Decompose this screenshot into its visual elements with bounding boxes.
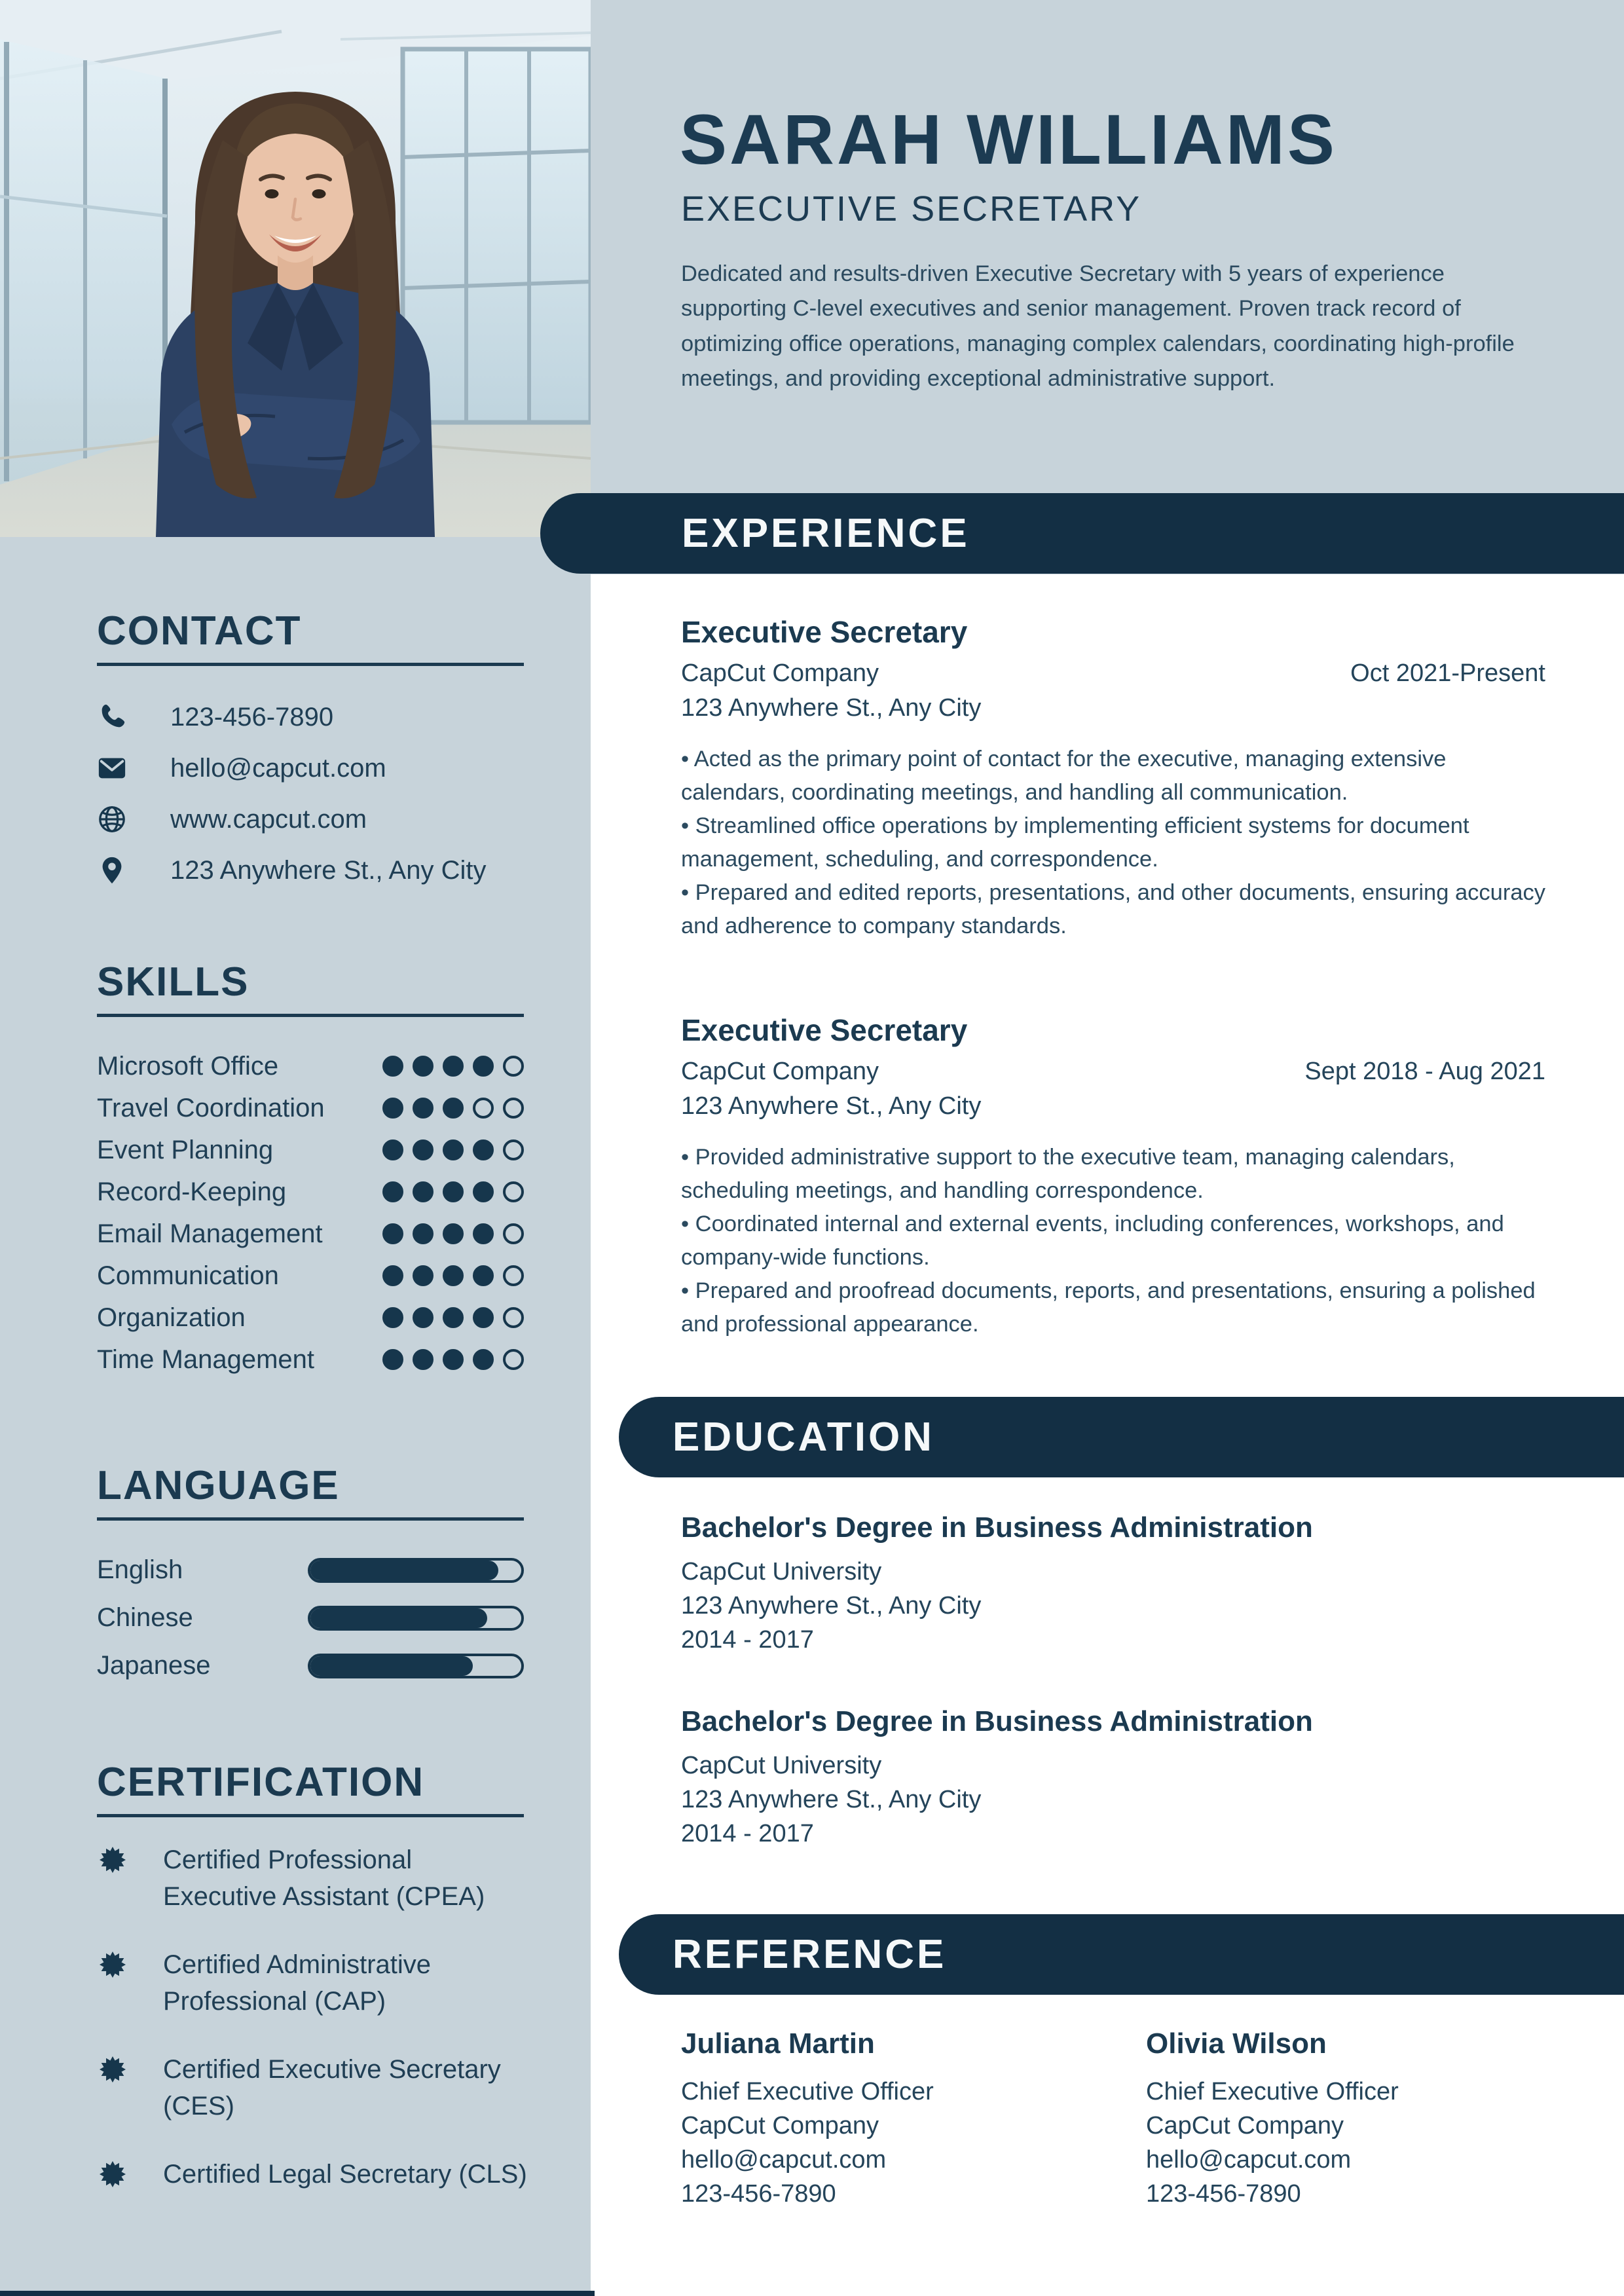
skill-level-dots: [382, 1139, 524, 1160]
job-bullet-list: [681, 1141, 1552, 1341]
skill-level-dots: [382, 1181, 524, 1202]
education-item: [681, 1705, 1552, 1851]
reference-phone: 123-456-7890: [1146, 2180, 1301, 2208]
contact-item: [97, 743, 529, 794]
reference-company: CapCut Company: [1146, 2112, 1344, 2139]
skills-divider: [97, 1014, 524, 1017]
language-label: Japanese: [97, 1651, 211, 1680]
reference-banner: [619, 1914, 1624, 1995]
reference-person: [1146, 2028, 1572, 2211]
person-name: SARAH WILLIAMS: [680, 100, 1337, 179]
language-heading: LANGUAGE: [97, 1463, 340, 1508]
language-label: Chinese: [97, 1603, 193, 1632]
degree-title: Bachelor's Degree in Business Administration: [681, 1511, 1313, 1544]
skill-label: Event Planning: [97, 1135, 274, 1164]
certification-label: Certified Executive Secretary (CES): [163, 2055, 501, 2120]
skill-row: [97, 1087, 524, 1129]
certification-item: [97, 2051, 529, 2124]
job-title: Executive Secretary: [681, 615, 968, 649]
job-title: Executive Secretary: [681, 1013, 968, 1047]
language-list: [97, 1546, 524, 1690]
reference-name: Olivia Wilson: [1146, 2028, 1327, 2060]
job-bullet-list: [681, 743, 1552, 943]
language-label: English: [97, 1555, 183, 1584]
seal-icon: [100, 1847, 126, 1873]
skill-row: [97, 1045, 524, 1087]
contact-address: 123 Anywhere St., Any City: [170, 855, 487, 885]
education-dates: 2014 - 2017: [681, 1626, 814, 1654]
contact-divider: [97, 663, 524, 666]
skills-heading: SKILLS: [97, 959, 249, 1005]
education-banner: [619, 1397, 1624, 1477]
contact-website: www.capcut.com: [170, 804, 367, 834]
job-bullet: • Prepared and edited reports, presentations, and other documents, ensuring accuracy and adherence to company standards.: [681, 876, 1552, 943]
degree-title: Bachelor's Degree in Business Administration: [681, 1705, 1313, 1737]
skill-label: Microsoft Office: [97, 1051, 279, 1081]
globe-icon: [97, 804, 127, 834]
job-bullet: • Streamlined office operations by implementing efficient systems for document management, scheduling, and correspondence.: [681, 809, 1552, 876]
reference-phone: 123-456-7890: [681, 2180, 836, 2208]
job-meta: [681, 656, 1545, 726]
location-icon: [97, 855, 127, 885]
seal-icon: [100, 1952, 126, 1978]
skill-row: [97, 1129, 524, 1171]
reference-company: CapCut Company: [681, 2112, 879, 2139]
contact-email: hello@capcut.com: [170, 753, 386, 783]
job-location: 123 Anywhere St., Any City: [681, 1092, 982, 1120]
skill-level-dots: [382, 1098, 524, 1119]
phone-icon: [97, 702, 127, 732]
skill-label: Organization: [97, 1303, 246, 1332]
skill-row: [97, 1171, 524, 1213]
school-name: CapCut University: [681, 1558, 882, 1585]
certification-heading: CERTIFICATION: [97, 1760, 425, 1805]
language-row: [97, 1594, 524, 1642]
reference-name: Juliana Martin: [681, 2028, 875, 2060]
contact-item: [97, 845, 529, 896]
reference-email: hello@capcut.com: [1146, 2146, 1352, 2174]
education-heading: EDUCATION: [673, 1415, 934, 1460]
skill-label: Email Management: [97, 1219, 323, 1248]
certification-label: Certified Legal Secretary (CLS): [163, 2160, 527, 2189]
job-dates: Sept 2018 - Aug 2021: [1304, 1058, 1545, 1085]
job-bullet: • Acted as the primary point of contact for the executive, managing extensive calendars, coordinating meetings, and handling all communication.: [681, 743, 1552, 809]
summary-text: Dedicated and results-driven Executive Secretary with 5 years of experience supporting C-level executives and senior management. Proven track record of optimizing office operations, managing complex calendars, coordinating high-profile meetings, and providing exceptional administrative support.: [681, 261, 1515, 392]
school-name: CapCut University: [681, 1752, 882, 1779]
language-level-bar: [308, 1606, 524, 1631]
certification-list: [97, 1842, 529, 2224]
certification-label: Certified Administrative Professional (CAP): [163, 1950, 432, 2016]
job-bullet: • Provided administrative support to the executive team, managing calendars, scheduling meetings, and handling correspondence.: [681, 1141, 1552, 1208]
skill-row: [97, 1213, 524, 1255]
skill-row: [97, 1255, 524, 1297]
language-divider: [97, 1517, 524, 1521]
language-row: [97, 1642, 524, 1690]
school-location: 123 Anywhere St., Any City: [681, 1592, 982, 1620]
job-meta: [681, 1054, 1545, 1124]
language-row: [97, 1546, 524, 1594]
profile-photo: [0, 0, 591, 537]
contact-phone: 123-456-7890: [170, 702, 334, 731]
skill-label: Record-Keeping: [97, 1177, 287, 1206]
job-bullet: • Prepared and proofread documents, reports, and presentations, ensuring a polished and professional appearance.: [681, 1274, 1552, 1341]
skill-label: Communication: [97, 1261, 279, 1290]
skill-label: Travel Coordination: [97, 1093, 325, 1122]
language-level-bar: [308, 1558, 524, 1583]
reference-role: Chief Executive Officer: [681, 2078, 934, 2105]
job-bullet: • Coordinated internal and external events, including conferences, workshops, and company-wide functions.: [681, 1208, 1552, 1274]
job-location: 123 Anywhere St., Any City: [681, 694, 982, 722]
skills-list: [97, 1045, 524, 1380]
email-icon: [97, 753, 127, 783]
reference-role: Chief Executive Officer: [1146, 2078, 1399, 2105]
reference-email: hello@capcut.com: [681, 2146, 887, 2174]
seal-icon: [100, 2161, 126, 2187]
job-dates: Oct 2021-Present: [1350, 659, 1545, 687]
reference-person: [681, 2028, 1107, 2211]
certification-divider: [97, 1814, 524, 1817]
experience-heading: EXPERIENCE: [682, 511, 970, 556]
skill-level-dots: [382, 1265, 524, 1286]
contact-list: [97, 692, 529, 896]
certification-label: Certified Professional Executive Assistant (CPEA): [163, 1845, 485, 1911]
reference-heading: REFERENCE: [673, 1932, 947, 1977]
school-location: 123 Anywhere St., Any City: [681, 1786, 982, 1813]
skill-level-dots: [382, 1349, 524, 1370]
skill-row: [97, 1339, 524, 1380]
contact-item: [97, 794, 529, 845]
experience-banner: [540, 493, 1624, 574]
skill-row: [97, 1297, 524, 1339]
seal-icon: [100, 2056, 126, 2083]
person-title: EXECUTIVE SECRETARY: [681, 189, 1142, 229]
certification-item: [97, 1842, 529, 1915]
contact-item: [97, 692, 529, 743]
skill-level-dots: [382, 1307, 524, 1328]
job-company: CapCut Company: [681, 1058, 879, 1085]
certification-item: [97, 1946, 529, 2020]
education-item: [681, 1511, 1552, 1657]
education-dates: 2014 - 2017: [681, 1820, 814, 1847]
skill-label: Time Management: [97, 1344, 314, 1374]
sidebar-bottom-bar: [0, 2291, 595, 2296]
contact-heading: CONTACT: [97, 608, 302, 654]
certification-item: [97, 2156, 529, 2193]
language-level-bar: [308, 1654, 524, 1678]
skill-level-dots: [382, 1223, 524, 1244]
skill-level-dots: [382, 1056, 524, 1077]
job-company: CapCut Company: [681, 659, 879, 687]
